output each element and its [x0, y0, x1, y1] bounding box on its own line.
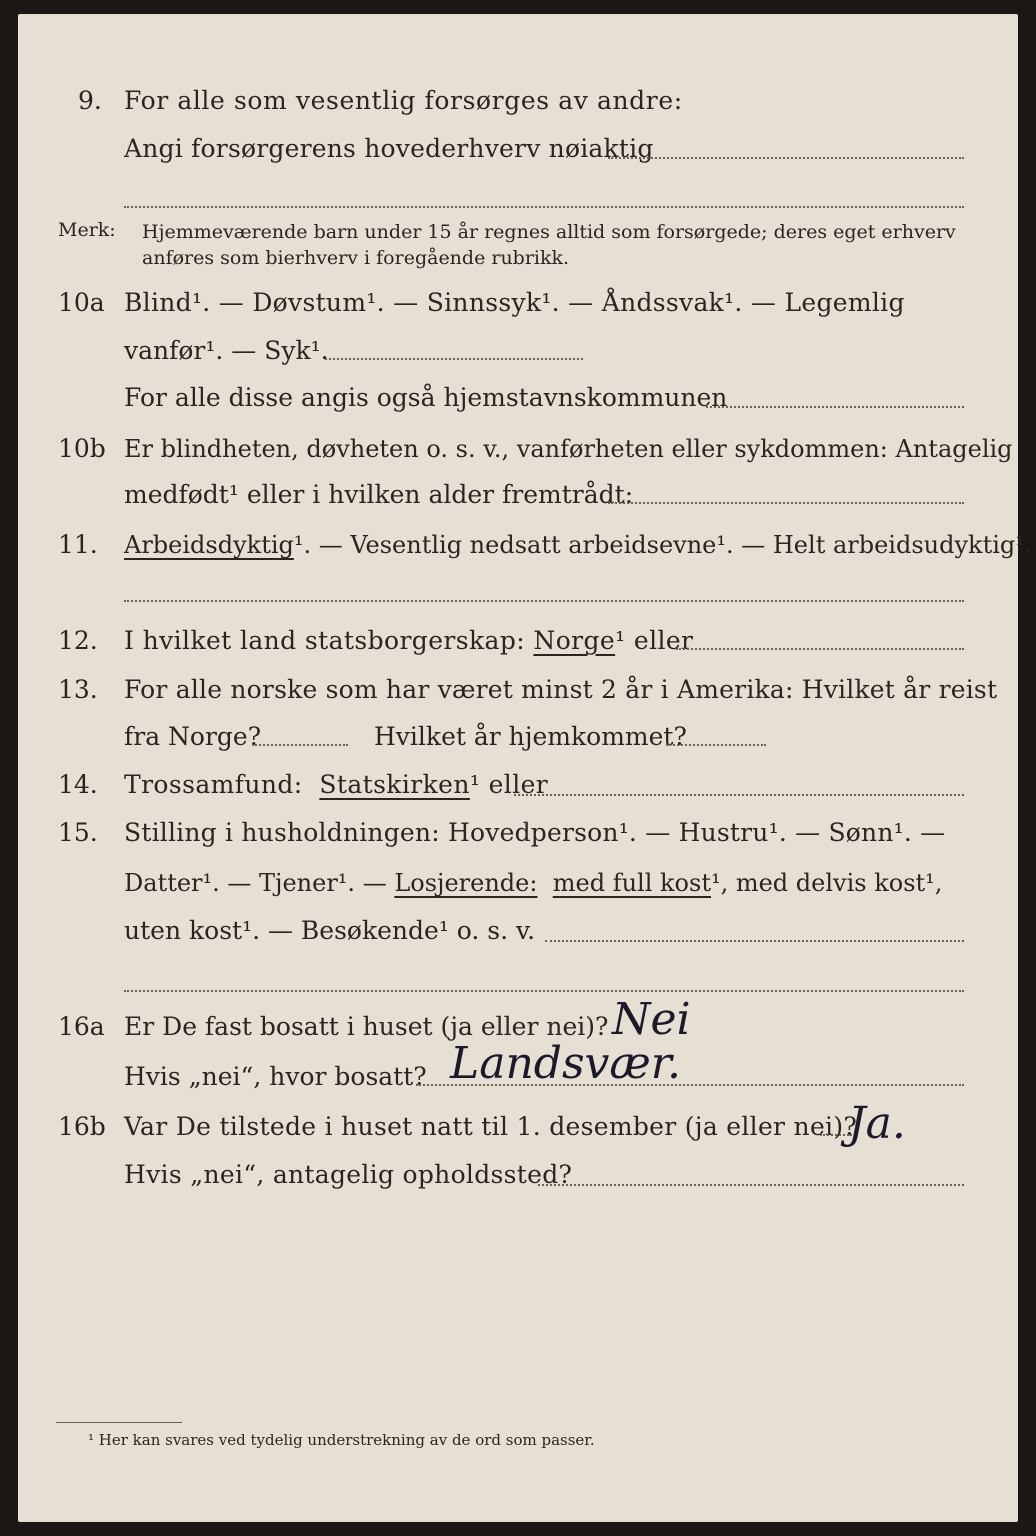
- q16b-line2: Hvis „nei“, antagelig opholdssted?: [124, 1160, 573, 1189]
- q16a-handwritten-answer: Nei: [612, 994, 691, 1045]
- q15-underlined-full-board: med full kost: [552, 869, 711, 897]
- q11-rest: ¹. — Vesentlig nedsatt arbeidsevne¹. — Helt arbeidsudyktig¹.: [293, 531, 1033, 559]
- q10b-number: 10b: [58, 434, 106, 463]
- q12-text: [124, 626, 693, 656]
- q16b-number: 16b: [58, 1112, 106, 1141]
- q16a-line1: Er De fast bosatt i huset (ja eller nei)?: [124, 1012, 609, 1041]
- q14-answer-line: [514, 794, 964, 796]
- footnote: ¹ Her kan svares ved tydelig understrekning av de ord som passer.: [88, 1431, 595, 1449]
- q11-answer-line: [124, 600, 964, 602]
- q9-line2: Angi forsørgerens hovederhverv nøiaktig: [124, 134, 654, 163]
- q15-line2-start: Datter¹. — Tjener¹. —: [124, 869, 387, 897]
- q14-text: [124, 770, 548, 800]
- merk-label: Merk:: [58, 219, 116, 241]
- q9-line1: For alle som vesentlig forsørges av andre:: [124, 86, 683, 115]
- q12-after: ¹ eller: [615, 626, 694, 655]
- q15-number: 15.: [58, 818, 98, 847]
- q16b-line1: Var De tilstede i huset natt til 1. desember (ja eller nei)?: [124, 1112, 858, 1141]
- q16a-line2: Hvis „nei“, hvor bosatt?: [124, 1062, 427, 1091]
- q14-after: ¹ eller: [469, 770, 549, 799]
- q11-text: [124, 530, 1033, 560]
- q12-underlined-answer: Norge: [533, 626, 616, 655]
- q13-return-answer-line: [666, 744, 766, 746]
- q15-line2-end: ¹, med delvis kost¹,: [710, 869, 943, 897]
- q15-answer-line: [545, 940, 964, 942]
- q15-answer-line-2: [124, 990, 964, 992]
- q10a-line2: vanfør¹. — Syk¹.: [124, 336, 329, 365]
- q12-question: I hvilket land statsborgerskap:: [124, 626, 526, 655]
- q16a-number: 16a: [58, 1012, 105, 1041]
- q13-line2a: fra Norge?: [124, 722, 262, 751]
- q15-line3: uten kost¹. — Besøkende¹ o. s. v.: [124, 916, 536, 945]
- q14-number: 14.: [58, 770, 98, 799]
- q16a-handwritten-residence: Landsvær.: [450, 1038, 681, 1089]
- q10a-answer-line: [325, 358, 583, 360]
- q10a-home-answer-line: [706, 406, 964, 408]
- footnote-rule: [56, 1422, 182, 1423]
- q10a-line1: Blind¹. — Døvstum¹. — Sinnssyk¹. — Åndssvak¹. — Legemlig: [124, 288, 905, 317]
- q13-line2b: Hvilket år hjemkommet?: [374, 722, 687, 751]
- q14-underlined-answer: Statskirken: [319, 770, 470, 799]
- q10b-answer-line: [608, 502, 964, 504]
- q16b-handwritten-answer: Ja.: [848, 1098, 906, 1149]
- q10a-number: 10a: [58, 288, 105, 317]
- q15-line2: [124, 868, 942, 898]
- q9-answer-line: [608, 157, 964, 159]
- q9-number: 9.: [78, 86, 102, 115]
- q11-underlined-answer: Arbeidsdyktig: [124, 531, 294, 559]
- q13-number: 13.: [58, 675, 98, 704]
- q12-answer-line: [676, 648, 964, 650]
- q14-question: Trossamfund:: [124, 770, 303, 799]
- q10b-line2: medfødt¹ eller i hvilken alder fremtrådt:: [124, 480, 634, 509]
- q12-number: 12.: [58, 626, 98, 655]
- q10a-line3: For alle disse angis også hjemstavnskommunen: [124, 383, 728, 412]
- q11-number: 11.: [58, 530, 98, 559]
- q13-left-answer-line: [252, 744, 348, 746]
- q9-answer-line-2: [124, 206, 964, 208]
- q15-line1: Stilling i husholdningen: Hovedperson¹. — Hustru¹. — Sønn¹. —: [124, 818, 946, 847]
- q16b-answer-line-2: [538, 1184, 964, 1186]
- q13-line1: For alle norske som har været minst 2 år i Amerika: Hvilket år reist: [124, 675, 998, 704]
- q10b-line1: Er blindheten, døvheten o. s. v., vanførheten eller sykdommen: Antagelig: [124, 435, 1013, 463]
- q15-underlined-lodger: Losjerende:: [394, 869, 538, 897]
- merk-line2: anføres som bierhverv i foregående rubrikk.: [142, 247, 570, 269]
- merk-line1: Hjemmeværende barn under 15 år regnes alltid som forsørgede; deres eget erhverv: [142, 221, 956, 243]
